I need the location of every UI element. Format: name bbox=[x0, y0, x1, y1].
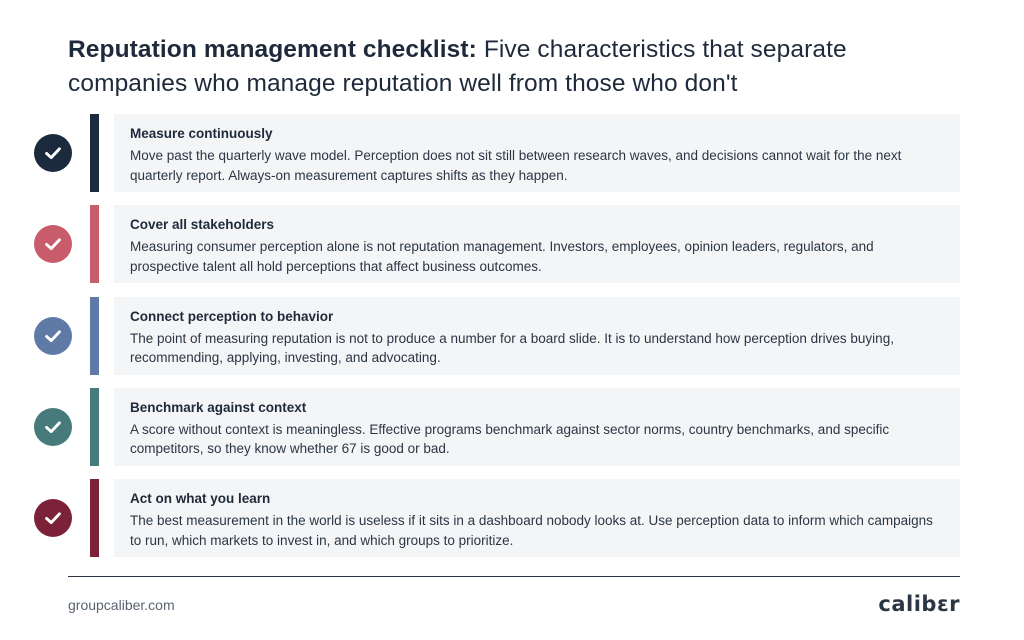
checklist-item bbox=[34, 297, 960, 375]
checklist bbox=[34, 114, 960, 570]
checklist-card bbox=[114, 114, 960, 192]
check-icon bbox=[34, 225, 72, 263]
checklist-card bbox=[114, 205, 960, 283]
title-bold: Reputation management checklist: bbox=[68, 36, 477, 63]
checklist-item bbox=[34, 205, 960, 283]
check-icon bbox=[34, 317, 72, 355]
accent-bar bbox=[90, 388, 99, 466]
accent-bar bbox=[90, 114, 99, 192]
footer-url: groupcaliber.com bbox=[68, 597, 175, 613]
item-title: Benchmark against context bbox=[130, 399, 307, 415]
check-icon bbox=[34, 499, 72, 537]
item-title: Act on what you learn bbox=[130, 491, 271, 506]
check-icon bbox=[34, 134, 72, 172]
item-title: Cover all stakeholders bbox=[130, 217, 275, 233]
check-icon bbox=[34, 408, 72, 446]
accent-bar bbox=[90, 479, 99, 557]
item-title: Connect perception to behavior bbox=[130, 308, 334, 324]
item-text: Move past the quarterly wave model. Perception does not sit still between research waves, and decisions cannot wait for the next quarterly report. Always-on measurement captures shifts as they happen. bbox=[130, 148, 902, 183]
item-title: Measure continuously bbox=[130, 126, 273, 141]
footer-divider bbox=[68, 576, 960, 577]
item-text: A score without context is meaningless. Effective programs benchmark against sector norms, country benchmarks, and specific competitors, so they know whether 67 is good or bad. bbox=[130, 421, 890, 457]
item-text: Measuring consumer perception alone is not reputation management. Investors, employees, opinion leaders, regulators, and prospective talent all hold perceptions that affect business outcomes. bbox=[130, 239, 874, 274]
checklist-item bbox=[34, 479, 960, 557]
checklist-card bbox=[114, 297, 960, 375]
caliber-logo: calibɛr bbox=[878, 592, 960, 616]
page-title bbox=[68, 33, 968, 101]
accent-bar bbox=[90, 297, 99, 375]
title-rest: Five characteristics that separate companies who manage reputation well from those who don't bbox=[68, 36, 847, 97]
checklist-item bbox=[34, 114, 960, 192]
item-text: The point of measuring reputation is not to produce a number for a board slide. It is to understand how perception drives buying, recommending, applying, investing, and advocating. bbox=[130, 330, 894, 365]
checklist-card bbox=[114, 388, 960, 466]
checklist-item bbox=[34, 388, 960, 466]
accent-bar bbox=[90, 205, 99, 283]
checklist-card bbox=[114, 479, 960, 557]
item-text: The best measurement in the world is useless if it sits in a dashboard nobody looks at. Use perception data to inform which campaigns to run, which markets to invest in, and which groups to prioritize. bbox=[130, 513, 933, 548]
